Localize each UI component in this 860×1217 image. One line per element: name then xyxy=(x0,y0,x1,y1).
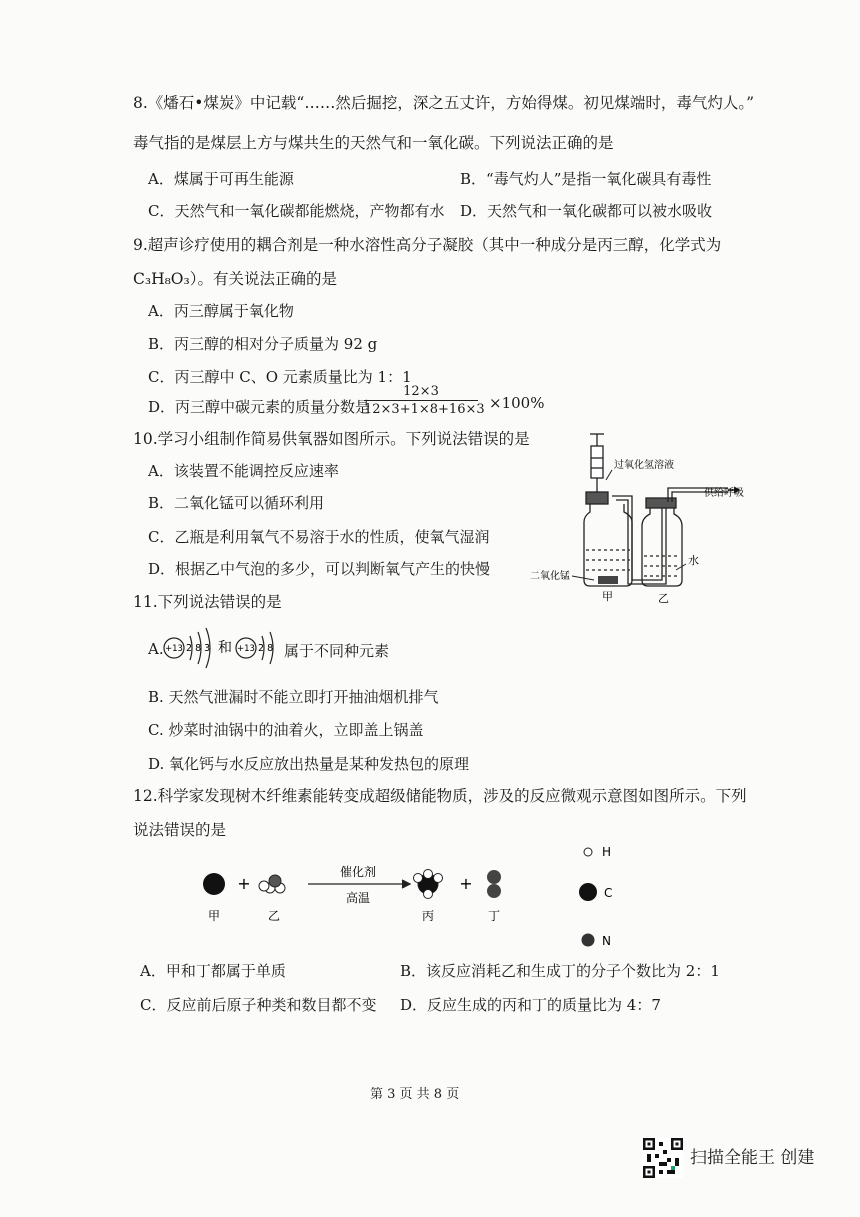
q8-stem-line1: 8.《燔石•煤炭》中记载“……然后掘挖，深之五丈许，方始得煤。初见煤端时，毒气灼人。” xyxy=(133,94,755,112)
q9-option-a: A．丙三醇属于氧化物 xyxy=(148,302,294,320)
q11-stem: 11.下列说法错误的是 xyxy=(133,593,282,611)
q12-stem-line2: 说法错误的是 xyxy=(133,821,227,839)
q12-option-c: C．反应前后原子种类和数目都不变 xyxy=(140,996,377,1014)
q12-option-a: A．甲和丁都属于单质 xyxy=(140,962,286,980)
legend-c-icon xyxy=(579,883,597,901)
plus-sign-1: + xyxy=(237,874,251,893)
q10-option-a: A．该装置不能调控反应速率 xyxy=(148,462,339,480)
molecule-yi-icon xyxy=(259,875,285,893)
label-h2o2: 过氧化氢溶液 xyxy=(614,460,674,471)
watermark-text: 扫描全能王 创建 xyxy=(690,1148,815,1168)
q10-option-d: D．根据乙中气泡的多少，可以判断氧气产生的快慢 xyxy=(148,560,491,578)
condition-catalyst: 催化剂 xyxy=(339,865,377,879)
atom2-nucleus: +13 xyxy=(237,644,255,654)
q10-apparatus-figure xyxy=(528,430,760,610)
q11-option-c: C. 炒菜时油锅中的油着火，立即盖上锅盖 xyxy=(148,721,424,739)
label-mno2: 二氧化锰 xyxy=(530,571,570,582)
label-yi: 乙 xyxy=(658,592,669,605)
q10-option-b: B．二氧化锰可以循环利用 xyxy=(148,494,325,512)
atom1-nucleus: +13 xyxy=(165,644,183,654)
q10-option-c: C．乙瓶是利用氧气不易溶于水的性质，使氧气湿润 xyxy=(148,528,490,546)
q12-stem-line1: 12.科学家发现树木纤维素能转变成超级储能物质，涉及的反应微观示意图如图所示。下列 xyxy=(133,787,747,805)
q10-stem: 10.学习小组制作简易供氧器如图所示。下列说法错误的是 xyxy=(133,430,530,448)
condition-heat: 高温 xyxy=(345,891,371,905)
q9-stem-line1: 9.超声诊疗使用的耦合剂是一种水溶性高分子凝胶（其中一种成分是丙三醇，化学式为 xyxy=(133,236,722,254)
q11-and: 和 xyxy=(218,640,232,656)
q9-option-b: B．丙三醇的相对分子质量为 92 g xyxy=(148,335,378,353)
q12-option-d: D．反应生成的丙和丁的质量比为 4：7 xyxy=(400,996,661,1014)
reaction-arrow-icon xyxy=(308,880,410,888)
legend-n-icon xyxy=(582,934,595,947)
legend-n-label: N xyxy=(602,934,611,948)
label-water: 水 xyxy=(688,554,699,567)
label-jia: 甲 xyxy=(602,590,613,603)
q11-option-b: B. 天然气泄漏时不能立即打开抽油烟机排气 xyxy=(148,688,439,706)
legend-h-label: H xyxy=(602,845,612,859)
q9-option-d: D．丙三醇中碳元素的质量分数是 xyxy=(148,398,371,416)
q12-option-b: B．该反应消耗乙和生成丁的分子个数比为 2：1 xyxy=(400,962,720,980)
atom-structure-diagrams xyxy=(160,622,290,674)
label-supply: 供给呼吸 xyxy=(704,488,744,499)
q12-reaction-figure xyxy=(190,836,630,954)
molecule-jia-icon xyxy=(203,873,225,895)
q9-option-c: C．丙三醇中 C、O 元素质量比为 1：1 xyxy=(148,368,412,386)
label-yi: 乙 xyxy=(267,909,281,923)
q9-fraction-denominator: 12×3+1×8+16×3 xyxy=(364,402,485,417)
q9-fraction xyxy=(364,384,485,417)
plus-sign-2: + xyxy=(459,874,473,893)
page-number: 第 3 页 共 8 页 xyxy=(370,1087,460,1102)
q11-option-a-suffix: 属于不同种元素 xyxy=(284,642,390,660)
q9-option-d-suffix: ×100% xyxy=(489,394,545,412)
q11-option-a-prefix: A. xyxy=(148,640,164,658)
connecting-tube xyxy=(612,496,666,584)
q8-option-c: C．天然气和一氧化碳都能燃烧，产物都有水 xyxy=(148,202,445,220)
bottle-yi xyxy=(642,487,739,586)
atom-legend xyxy=(579,845,612,948)
molecule-bing-icon xyxy=(414,870,443,899)
atom2-shells: 2 8 xyxy=(258,643,274,654)
label-jia: 甲 xyxy=(207,909,221,923)
label-bing: 丙 xyxy=(421,909,435,923)
legend-h-icon xyxy=(584,848,592,856)
q9-stem-line2: C₃H₈O₃）。有关说法正确的是 xyxy=(133,270,337,288)
q11-option-d: D. 氧化钙与水反应放出热量是某种发热包的原理 xyxy=(148,755,470,773)
bottle-jia xyxy=(584,492,632,586)
molecule-ding-icon xyxy=(487,870,501,898)
q8-option-b: B．“毒气灼人”是指一氧化碳具有毒性 xyxy=(460,170,712,188)
q8-stem-line2: 毒气指的是煤层上方与煤共生的天然气和一氧化碳。下列说法正确的是 xyxy=(133,134,614,152)
label-ding: 丁 xyxy=(487,909,501,923)
q9-fraction-numerator: 12×3 xyxy=(403,384,439,399)
legend-c-label: C xyxy=(604,886,613,900)
atom1-shells: 2 8 3 xyxy=(186,643,211,654)
q8-option-a: A．煤属于可再生能源 xyxy=(148,170,294,188)
q8-option-d: D．天然气和一氧化碳都可以被水吸收 xyxy=(460,202,713,220)
qr-code-icon xyxy=(643,1138,683,1178)
